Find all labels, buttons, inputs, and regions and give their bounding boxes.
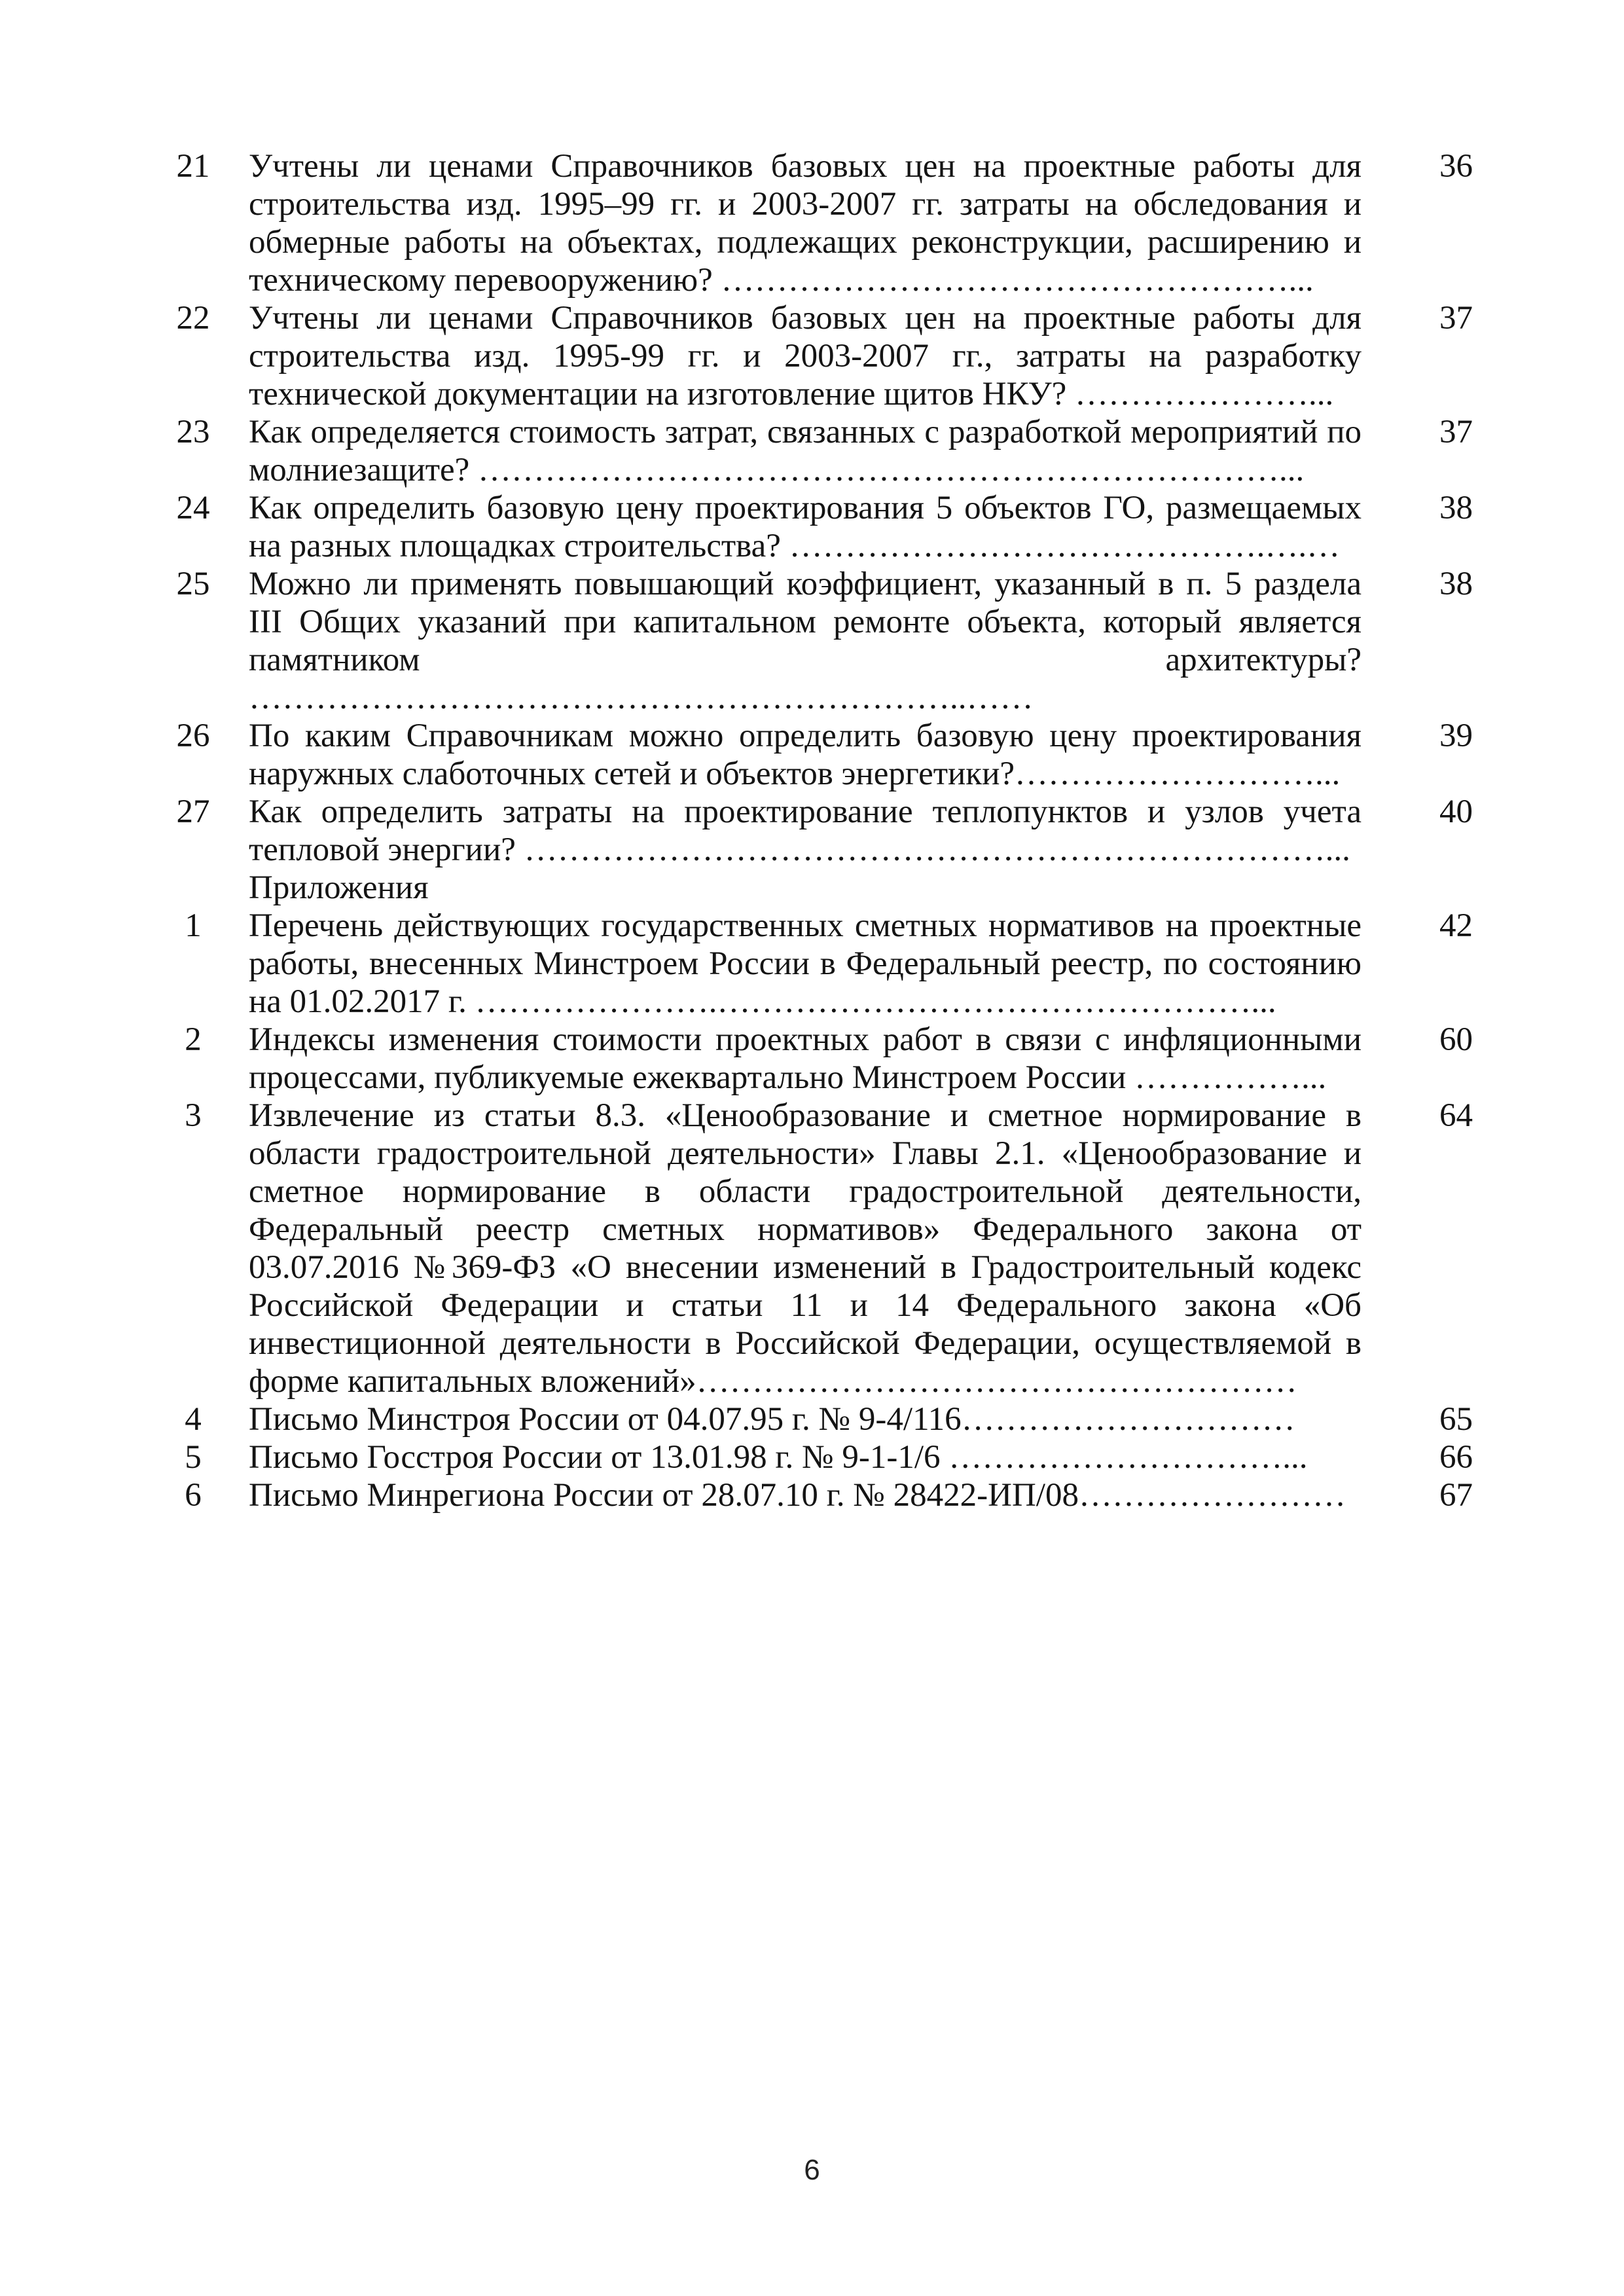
entry-title: Как определяется стоимость затрат, связанных с разработкой мероприятий по молниезащите? ………………………………………………………………...	[249, 414, 1362, 488]
toc-entry	[144, 717, 1473, 793]
entry-page: 38	[1439, 490, 1473, 526]
appendix-entry	[144, 1438, 1473, 1476]
entry-title: По каким Справочникам можно определить базовую цену проектирования наружных слаботочных сетей и объектов энергетики?………………………...	[249, 718, 1362, 792]
entry-number: 4	[185, 1401, 202, 1438]
appendix-entry	[144, 1476, 1473, 1514]
entry-page: 66	[1439, 1439, 1473, 1476]
entry-title: Как определить базовую цену проектирования 5 объектов ГО, размещаемых на разных площадках строительства? …………………………………….….…	[249, 490, 1362, 564]
appendix-entry	[144, 1400, 1473, 1438]
toc-entry	[144, 413, 1473, 489]
toc-entry	[144, 147, 1473, 299]
entry-number: 24	[176, 490, 210, 526]
entry-title: Учтены ли ценами Справочников базовых цен на проектные работы для строительства изд. 1995–99 гг. и 2003-2007 гг. затраты на обследования и обмерные работы на объектах, подлежащих реконструкции, расширению и техническому перевооружению? ……………………………………………...	[249, 148, 1362, 299]
appendix-heading-row	[144, 869, 1473, 907]
entry-page: 38	[1439, 566, 1473, 602]
toc-entry	[144, 565, 1473, 717]
appendix-entry	[144, 1097, 1473, 1400]
entry-title: Как определить затраты на проектирование теплопунктов и узлов учета тепловой энергии? ………………………………………………………………...	[249, 793, 1362, 868]
entry-title: Письмо Минрегиона России от 28.07.10 г. № 28422-ИП/08……………………	[249, 1477, 1346, 1514]
entry-number: 26	[176, 718, 210, 754]
entry-number: 23	[176, 414, 210, 450]
entry-title: Перечень действующих государственных сметных нормативов на проектные работы, внесенных Минстроем России в Федеральный реестр, по состоянию на 01.02.2017 г. ………………….…………………………………………...	[249, 907, 1362, 1020]
entry-page: 60	[1439, 1021, 1473, 1058]
entry-title: Можно ли применять повышающий коэффициент, указанный в п. 5 раздела III Общих указаний при капитальном ремонте объекта, который является памятником архитектуры? ………………………………………………………..……	[249, 566, 1362, 716]
entry-page: 39	[1439, 718, 1473, 754]
toc-entry	[144, 489, 1473, 565]
entry-number: 27	[176, 793, 210, 830]
entry-page: 36	[1439, 148, 1473, 185]
entry-number: 21	[176, 148, 210, 185]
entry-page: 37	[1439, 300, 1473, 337]
entry-title: Учтены ли ценами Справочников базовых цен на проектные работы для строительства изд. 1995-99 гг. и 2003-2007 гг., затраты на разработку технической документации на изготовление щитов НКУ? …………………...	[249, 300, 1362, 412]
entry-page: 65	[1439, 1401, 1473, 1438]
entry-title: Письмо Минстроя России от 04.07.95 г. № 9-4/116…………………………	[249, 1401, 1295, 1438]
entry-number: 5	[185, 1439, 202, 1476]
entry-number: 3	[185, 1097, 202, 1134]
appendix-heading: Приложения	[249, 869, 429, 906]
toc-entry	[144, 299, 1473, 413]
entry-page: 37	[1439, 414, 1473, 450]
entry-title: Индексы изменения стоимости проектных работ в связи с инфляционными процессами, публикуемые ежеквартально Минстроем России ……………...	[249, 1021, 1362, 1096]
entry-page: 40	[1439, 793, 1473, 830]
toc-entry	[144, 793, 1473, 869]
entry-page: 64	[1439, 1097, 1473, 1134]
entry-number: 25	[176, 566, 210, 602]
entry-number: 2	[185, 1021, 202, 1058]
appendix-entry	[144, 907, 1473, 1021]
page-number: 6	[804, 2154, 820, 2186]
entry-title: Письмо Госстроя России от 13.01.98 г. № 9-1-1/6 …………………………...	[249, 1439, 1308, 1476]
entry-page: 67	[1439, 1477, 1473, 1514]
entry-title: Извлечение из статьи 8.3. «Ценообразование и сметное нормирование в области градостроительной деятельности» Главы 2.1. «Ценообразование и сметное нормирование в области градостроительной деятельности, Федеральный реестр сметных нормативов» Федерального закона от 03.07.2016 №369-ФЗ «О внесении изменений в Градостроительный кодекс Российской Федерации и статьи 11 и 14 Федерального закона «Об инвестиционной деятельности в Российской Федерации, осуществляемой в форме капитальных вложений»………………………………………………	[249, 1097, 1362, 1400]
entry-number: 1	[185, 907, 202, 944]
entry-number: 6	[185, 1477, 202, 1514]
entry-page: 42	[1439, 907, 1473, 944]
appendix-entry	[144, 1021, 1473, 1097]
table-of-contents	[144, 147, 1473, 1514]
entry-number: 22	[176, 300, 210, 337]
